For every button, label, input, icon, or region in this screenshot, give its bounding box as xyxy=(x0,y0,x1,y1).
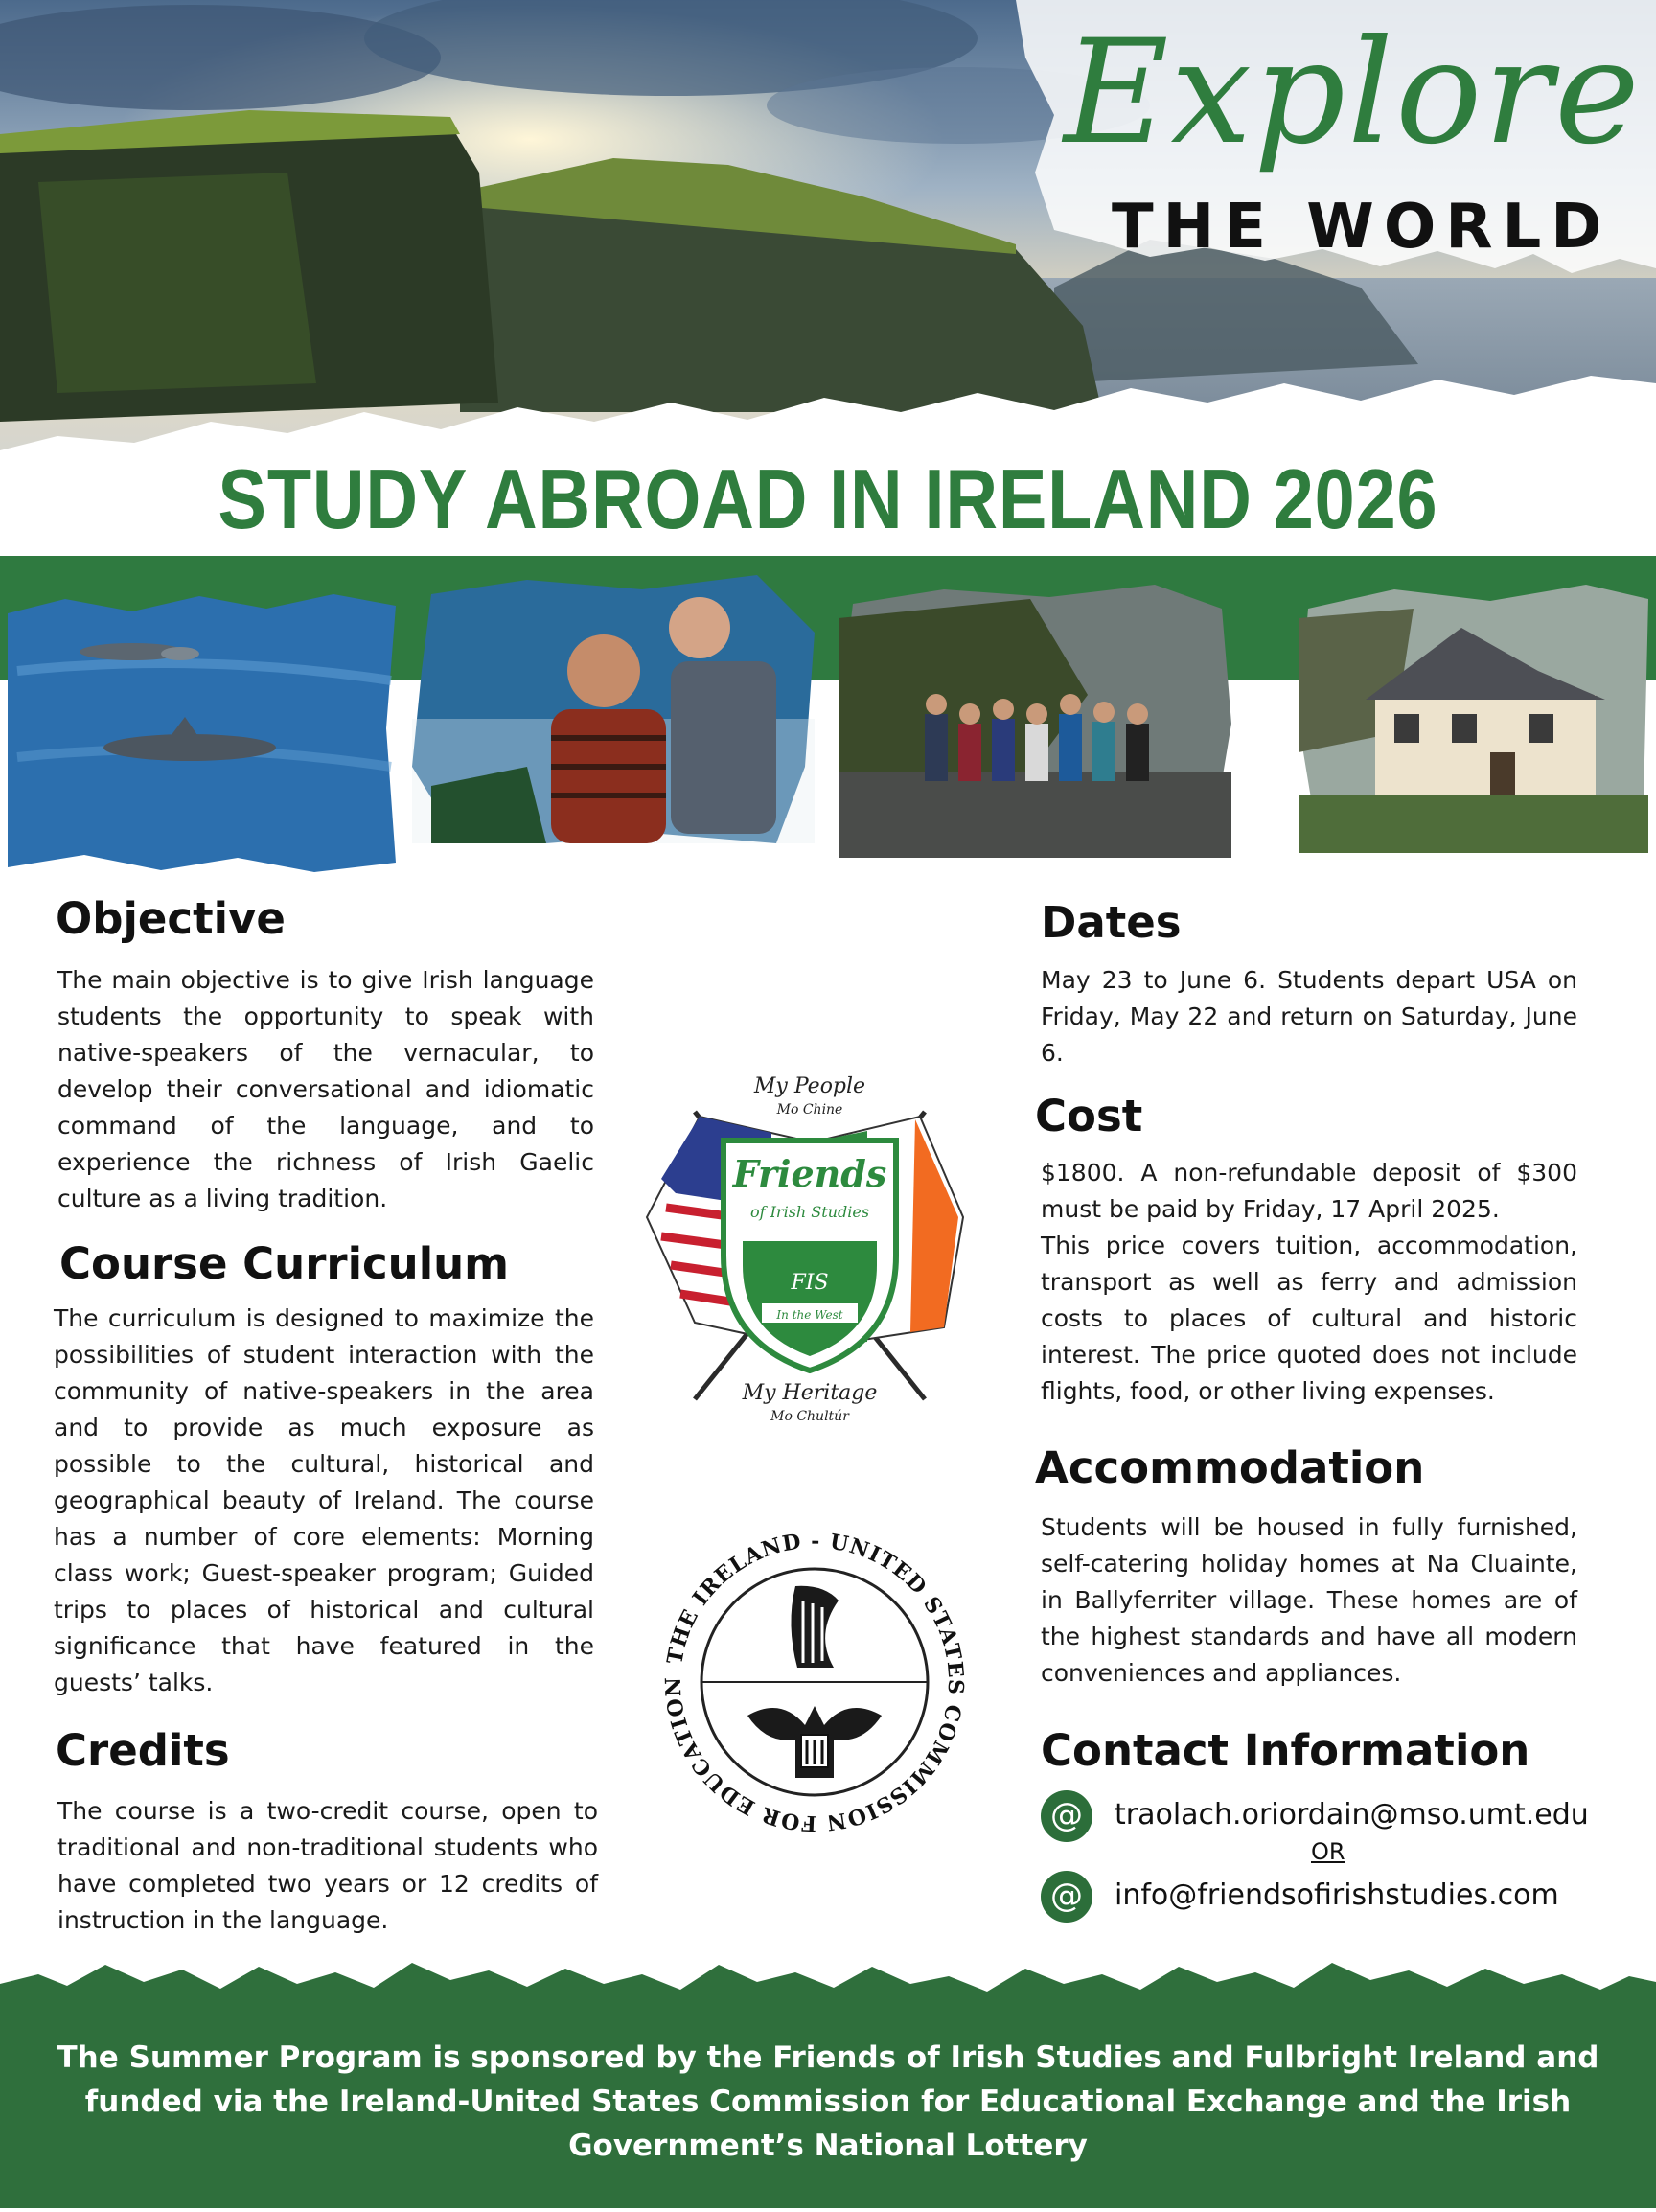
email-at-icon: @ xyxy=(1041,1790,1092,1842)
credits-heading: Credits xyxy=(56,1725,230,1776)
accommodation-text: Students will be housed in fully furnished, self-catering holiday homes at Na Cluainte, in Ballyferriter village. These homes are of the highest standards and have all modern conveniences and appliances. xyxy=(1041,1513,1577,1687)
sponsor-statement: The Summer Program is sponsored by the Friends of Irish Studies and Fulbright Ireland and funded via the Ireland-United States Commission for Educational Exchange and the Irish Government’s National Lottery xyxy=(57,2040,1599,2163)
dolphins-photo xyxy=(8,594,396,872)
ireland-us-commission-seal xyxy=(642,1509,987,1855)
accommodation-heading: Accommodation xyxy=(1035,1442,1425,1493)
cost-heading: Cost xyxy=(1035,1091,1143,1141)
svg-text:In the West: In the West xyxy=(776,1308,843,1322)
contact-heading: Contact Information xyxy=(1041,1725,1530,1776)
curriculum-text: The curriculum is designed to maximize the possibilities of student interaction with the community of native-speakers in the area and to provide as much exposure as possible to the cultural, historical and geographical beauty of Ireland. The course has a number of core elements: Morning class work; Guest-speaker program; Guided trips to places of historical and cultural significance that have featured in the guests’ talks. xyxy=(54,1304,594,1696)
email-link-secondary[interactable]: info@friendsofirishstudies.com xyxy=(1115,1878,1559,1912)
contact-or-label: OR xyxy=(1311,1838,1346,1865)
boat-people-photo xyxy=(412,575,815,843)
dates-text: May 23 to June 6. Students depart USA on Friday, May 22 and return on Saturday, June 6. xyxy=(1041,966,1577,1067)
credits-text: The course is a two-credit course, open to traditional and non-traditional students who have completed two years or 12 credits of instruction in the language. xyxy=(58,1797,598,1934)
cost-text: $1800. A non-refundable deposit of $300 must be paid by Friday, 17 April 2025. This price covers tuition, accommodation, transport as well as ferry and admission costs to places of cultural and historic interest. The price quoted does not include flights, food, or other living expenses. xyxy=(1041,1159,1577,1405)
group-cliff-photo xyxy=(839,580,1231,858)
svg-text:THE IRELAND - UNITED STATES CO: THE IRELAND - UNITED STATES COMMISSION FOR EDUCATION xyxy=(660,1528,969,1836)
friends-of-irish-studies-logo xyxy=(637,1073,982,1428)
the-world-subtitle: THE WORLD xyxy=(1112,192,1612,263)
objective-heading: Objective xyxy=(56,893,286,944)
svg-text:of Irish Studies: of Irish Studies xyxy=(749,1203,870,1221)
svg-text:My Heritage: My Heritage xyxy=(742,1381,878,1405)
dates-heading: Dates xyxy=(1041,897,1182,948)
svg-text:My People: My People xyxy=(753,1074,866,1098)
email-link-primary[interactable]: traolach.oriordain@mso.umt.edu xyxy=(1115,1798,1589,1832)
house-photo xyxy=(1299,580,1648,853)
svg-text:Mo Chultúr: Mo Chultúr xyxy=(770,1409,849,1424)
curriculum-heading: Course Curriculum xyxy=(59,1238,510,1289)
objective-text: The main objective is to give Irish language students the opportunity to speak with native-speakers of the vernacular, to develop their conversational and idiomatic command of the language, and to experience the richness of Irish Gaelic culture as a living tradition. xyxy=(58,966,594,1212)
svg-text:FIS: FIS xyxy=(791,1271,829,1295)
page-title: STUDY ABROAD IN IRELAND 2026 xyxy=(218,451,1438,546)
svg-text:Mo Chine: Mo Chine xyxy=(776,1102,843,1118)
email-at-icon: @ xyxy=(1041,1871,1092,1923)
svg-text:Friends: Friends xyxy=(732,1152,887,1195)
explore-script-title: Explore xyxy=(1064,10,1642,176)
